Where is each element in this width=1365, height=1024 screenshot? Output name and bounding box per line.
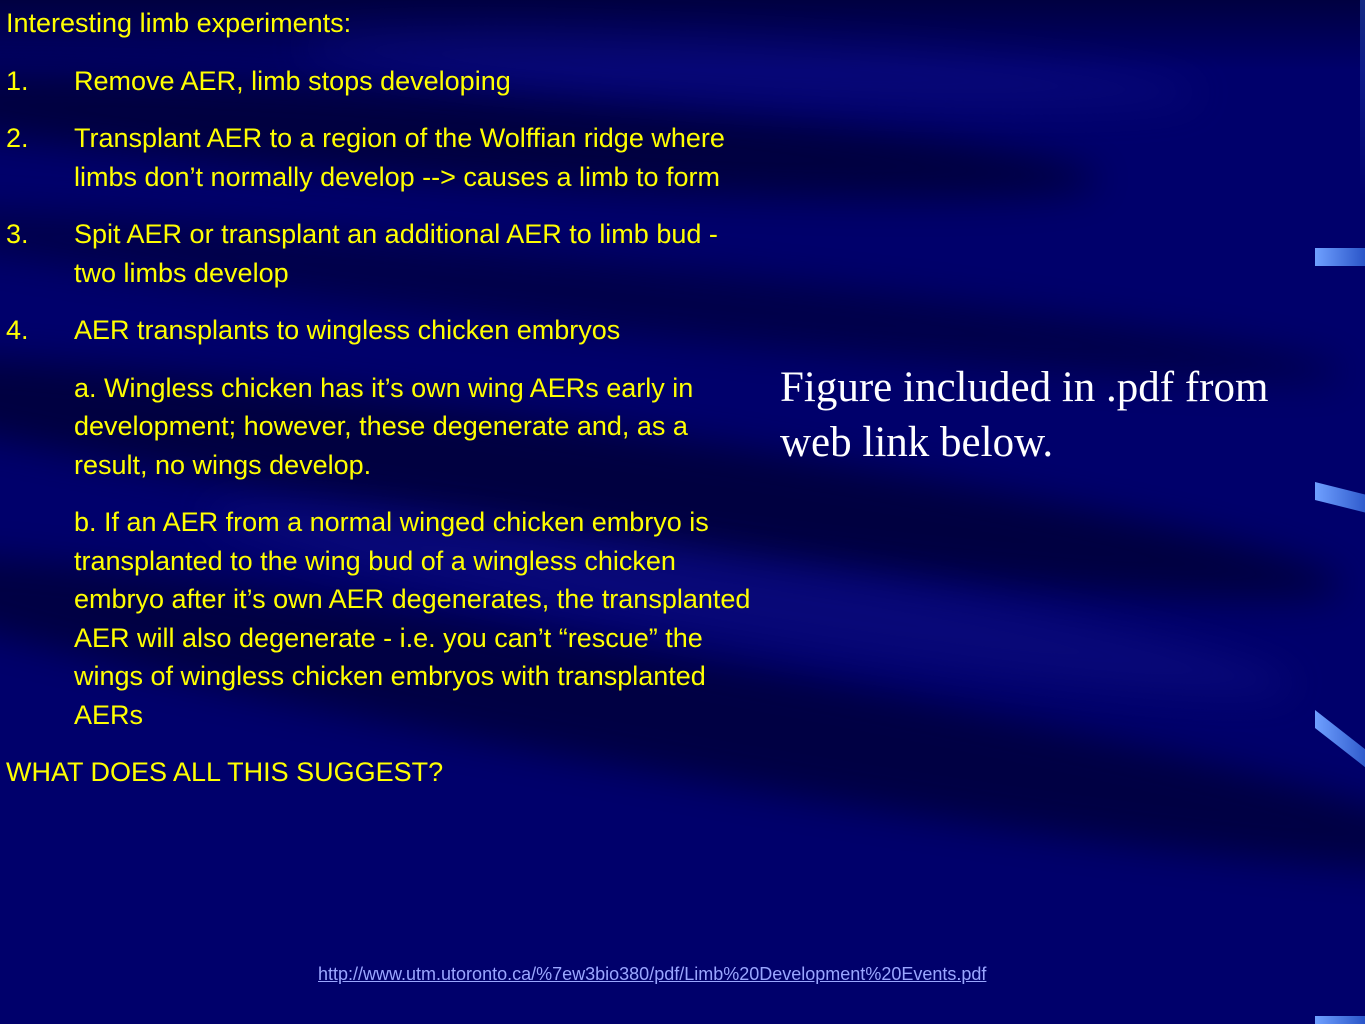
- slide-body: [6, 4, 766, 792]
- figure-note: Figure included in .pdf from web link below.: [780, 364, 1269, 466]
- list-text: Remove AER, limb stops developing: [74, 65, 511, 96]
- decorative-bar: [1315, 710, 1365, 771]
- sub-item-a: a. Wingless chicken has it’s own wing AERs early in development; however, these degenerate and, as a result, no wings develop.: [74, 372, 694, 480]
- decorative-bar: [1315, 482, 1365, 514]
- list-text: Transplant AER to a region of the Wolffian ridge where limbs don’t normally develop --> causes a limb to form: [74, 123, 725, 192]
- list-item: [6, 311, 766, 350]
- list-number: 3.: [6, 219, 29, 249]
- decorative-bar: [1315, 248, 1365, 266]
- slide-title: Interesting limb experiments:: [6, 8, 352, 38]
- decorative-bar: [1315, 1016, 1365, 1024]
- list-item: [6, 119, 766, 196]
- decorative-bar: [1360, 0, 1365, 200]
- list-text: AER transplants to wingless chicken embryos: [74, 315, 621, 345]
- source-link[interactable]: http://www.utm.utoronto.ca/%7ew3bio380/pdf/Limb%20Development%20Events.pdf: [318, 964, 987, 984]
- list-number: 1.: [6, 65, 29, 96]
- sub-item-b: b. If an AER from a normal winged chicken embryo is transplanted to the wing bud of a wingless chicken embryo after it’s own AER degenerates, the transplanted AER will also degenerate - i.e. you can’t “rescue” the wings of wingless chicken embryos with transplanted AERs: [74, 507, 751, 730]
- list-number: 4.: [6, 315, 29, 345]
- list-item: [6, 62, 766, 101]
- list-item: [6, 215, 766, 292]
- list-number: 2.: [6, 123, 29, 153]
- closing-question: WHAT DOES ALL THIS SUGGEST?: [6, 757, 444, 787]
- list-text: Spit AER or transplant an additional AER to limb bud - two limbs develop: [74, 219, 718, 288]
